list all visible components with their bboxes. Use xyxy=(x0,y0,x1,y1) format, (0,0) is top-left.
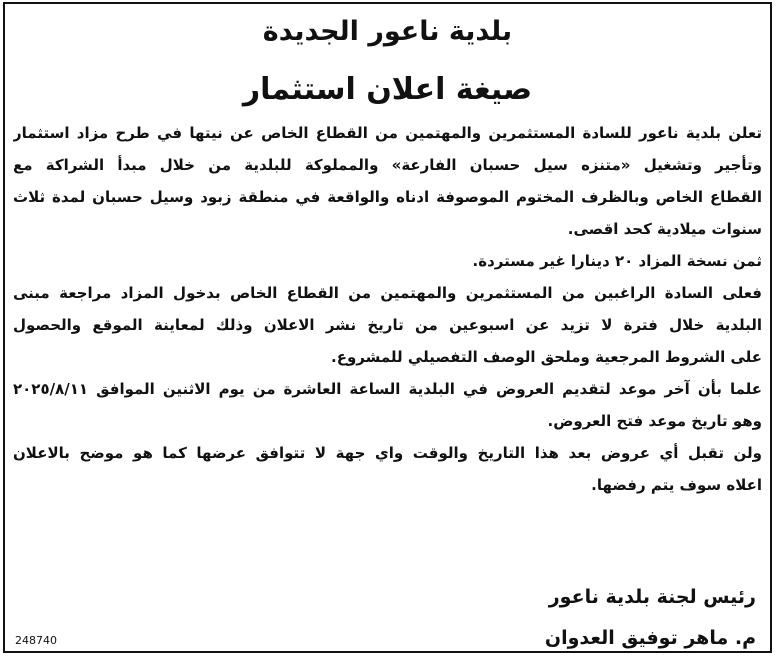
body-line-5: ثمن نسخة المزاد ٢٠ دينارا غير مستردة. xyxy=(472,252,762,270)
municipality-title: بلدية ناعور الجديدة xyxy=(262,16,513,47)
notice-frame xyxy=(3,2,772,653)
body-line-12: اعلاه سوف يتم رفضها. xyxy=(591,476,762,494)
body-line-10: وهو تاريخ موعد فتح العروض. xyxy=(547,412,762,430)
reference-number: 248740 xyxy=(15,634,57,647)
body-line-11: ولن تقبل أي عروض بعد هذا التاريخ والوقت واي جهة لا تتوافق عرضها كما هو موضح بالاعلان xyxy=(13,444,762,462)
notice-title: صيغة اعلان استثمار xyxy=(242,72,533,107)
body-line-1: تعلن بلدية ناعور للسادة المستثمرين والمهتمين من القطاع الخاص عن نيتها في طرح مزاد استثمار xyxy=(13,124,762,142)
body-line-7: البلدية خلال فترة لا تزيد عن اسبوعين من تاريخ نشر الاعلان وذلك لمعاينة الموقع والحصول xyxy=(13,316,762,334)
body-line-9: علما بأن آخر موعد لتقديم العروض في البلدية الساعة العاشرة من يوم الاثنين الموافق ٢٠٢٥/٨/١١ xyxy=(13,380,762,398)
body-line-6: فعلى السادة الراغبين من المستثمرين والمهتمين من القطاع الخاص بدخول المزاد مراجعة مبنى xyxy=(13,284,762,302)
body-line-8: على الشروط المرجعية وملحق الوصف التفصيلي للمشروع. xyxy=(331,348,762,366)
body-line-3: القطاع الخاص وبالظرف المختوم الموصوفة ادناه والواقعة في منطقة زبود وسيل حسبان لمدة ثلاث xyxy=(13,188,762,206)
body-line-2: وتأجير وتشغيل «متنزه سيل حسبان الفارعة» والمملوكة للبلدية من خلال مبدأ الشراكة مع xyxy=(13,156,762,174)
signature-role: رئيس لجنة بلدية ناعور xyxy=(548,586,756,608)
signature-name: م. ماهر توفيق العدوان xyxy=(544,627,756,649)
body-line-4: سنوات ميلادية كحد اقصى. xyxy=(567,220,762,238)
notice-body xyxy=(13,117,762,501)
